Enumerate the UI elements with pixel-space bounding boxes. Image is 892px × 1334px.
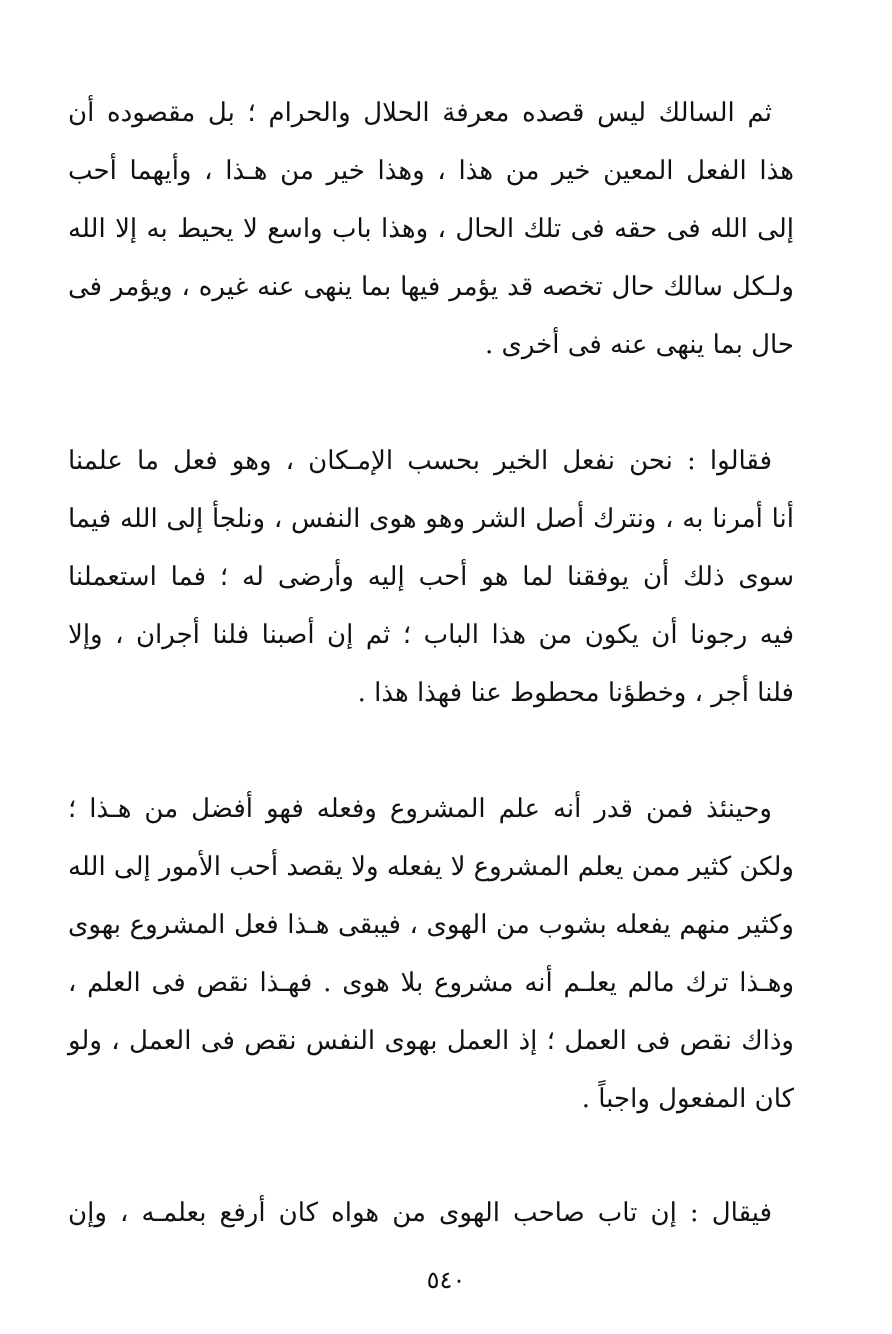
text-line: فيقال : إن تاب صاحب الهوى من هواه كان أرفع بعلمـه ، وإن xyxy=(68,1198,772,1228)
text-line: كان المفعول واجباً . xyxy=(581,1084,794,1114)
text-line: حال بما ينهى عنه فى أخرى . xyxy=(484,330,794,360)
page-number: ٥٤٠ xyxy=(426,1266,466,1294)
text-line: وذاك نقص فى العمل ؛ إذ العمل بهوى النفس نقص فى العمل ، ولو xyxy=(68,1026,794,1056)
text-line: أنا أمرنا به ، ونترك أصل الشر وهو هوى النفس ، ونلجأ إلى الله فيما xyxy=(68,504,794,534)
text-line: فيه رجونا أن يكون من هذا الباب ؛ ثم إن أصبنا فلنا أجران ، وإلا xyxy=(68,620,794,650)
text-line: سوى ذلك أن يوفقنا لما هو أحب إليه وأرضى له ؛ فما استعملنا xyxy=(68,562,794,592)
text-line: ولكن كثير ممن يعلم المشروع لا يفعله ولا يقصد أحب الأمور إلى الله xyxy=(67,852,794,882)
text-line: فلنا أجر ، وخطؤنا محطوط عنا فهذا هذا . xyxy=(357,678,794,708)
text-line: هذا الفعل المعين خير من هذا ، وهذا خير من هـذا ، وأيهما أحب xyxy=(68,156,794,186)
paragraph xyxy=(68,432,794,722)
text-line: ولـكل سالك حال تخصه قد يؤمر فيها بما ينهى عنه غيره ، ويؤمر فى xyxy=(68,272,794,302)
text-line: وحينئذ فمن قدر أنه علم المشروع وفعله فهو أفضل من هـذا ؛ xyxy=(68,794,772,824)
text-line: فقالوا : نحن نفعل الخير بحسب الإمـكان ، وهو فعل ما علمنا xyxy=(68,446,772,476)
paragraph xyxy=(68,780,794,1128)
text-line: ثم السالك ليس قصده معرفة الحلال والحرام ؛ بل مقصوده أن xyxy=(68,98,772,128)
text-line: وكثير منهم يفعله بشوب من الهوى ، فيبقى هـذا فعل المشروع بهوى xyxy=(68,910,794,940)
paragraph xyxy=(68,84,794,374)
text-line: وهـذا ترك مالم يعلـم أنه مشروع بلا هوى . فهـذا نقص فى العلم ، xyxy=(68,968,794,998)
paragraph xyxy=(68,1184,794,1242)
text-line: إلى الله فى حقه فى تلك الحال ، وهذا باب واسع لا يحيط به إلا الله xyxy=(68,214,794,244)
